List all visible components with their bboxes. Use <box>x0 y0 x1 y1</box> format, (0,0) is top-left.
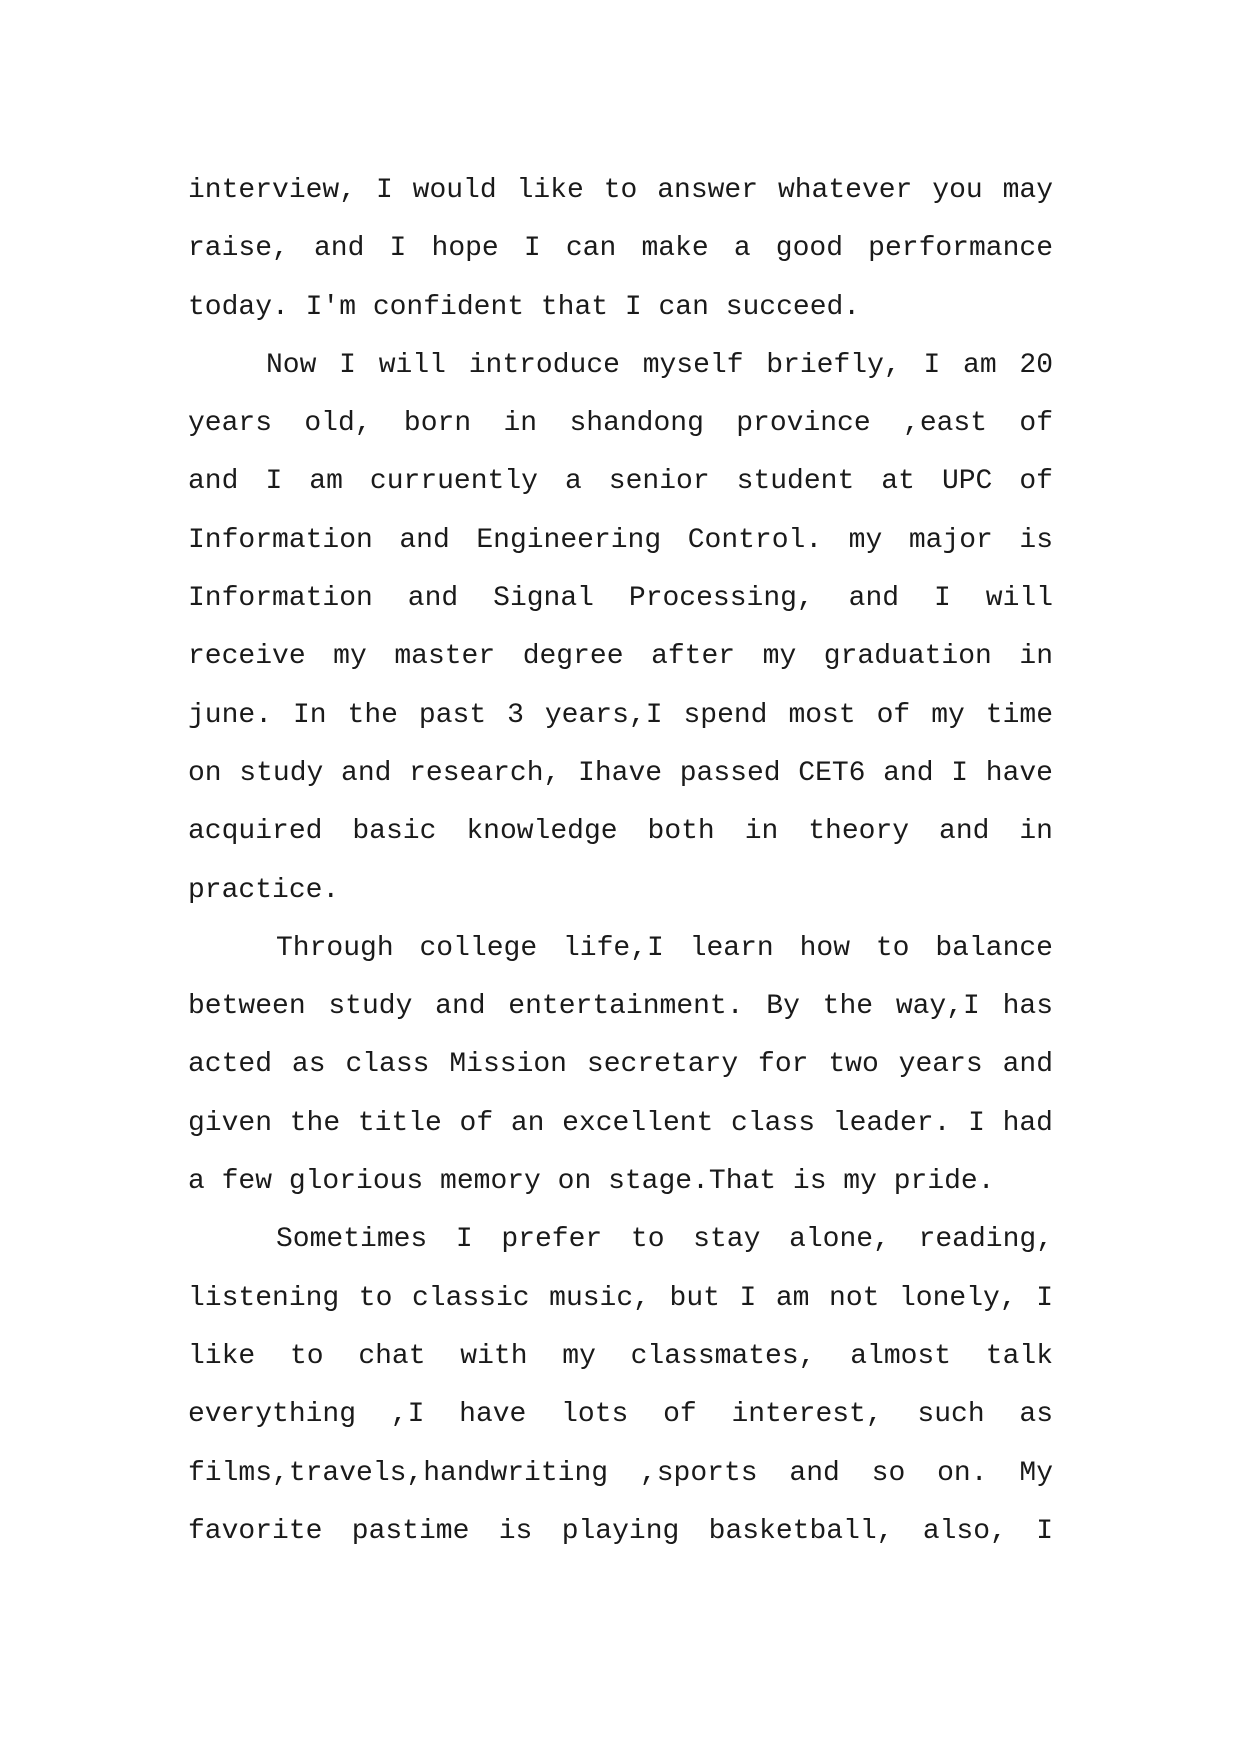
text-line: june. In the past 3 years,I spend most of my time <box>188 699 1053 731</box>
paragraph-3 <box>188 920 1053 1211</box>
text-line: today. I'm confident that I can succeed. <box>188 291 861 323</box>
text-line: and I am curruently a senior student at UPC of <box>188 466 1053 498</box>
text-line: given the title of an excellent class leader. I had <box>188 1107 1053 1139</box>
text-line: Information and Signal Processing, and I will <box>188 583 1053 615</box>
paragraph-2 <box>188 337 1053 920</box>
paragraph-4 <box>188 1211 1053 1561</box>
text-line: a few glorious memory on stage.That is my pride. <box>188 1166 995 1198</box>
text-line: acquired basic knowledge both in theory and in <box>188 816 1053 848</box>
text-line: like to chat with my classmates, almost talk <box>188 1340 1053 1372</box>
text-line: between study and entertainment. By the way,I has <box>188 991 1053 1023</box>
text-line: films,travels,handwriting ,sports and so on. My <box>188 1457 1053 1489</box>
text-line: receive my master degree after my graduation in <box>188 641 1053 673</box>
text-line: practice. <box>188 874 340 906</box>
text-line: interview, I would like to answer whatever you may <box>188 175 1053 206</box>
text-line: Sometimes I prefer to stay alone, reading, <box>276 1224 1053 1256</box>
text-line: acted as class Mission secretary for two years and <box>188 1049 1053 1081</box>
text-line: on study and research, Ihave passed CET6 and I have <box>188 757 1053 789</box>
text-line: favorite pastime is playing basketball, also, I <box>188 1515 1053 1547</box>
paragraph-1 <box>188 162 1053 337</box>
text-line: Information and Engineering Control. my major is <box>188 524 1053 556</box>
text-line: Now I will introduce myself briefly, I am 20 <box>266 349 1053 381</box>
text-line: everything ,I have lots of interest, such as <box>188 1399 1053 1431</box>
text-line: listening to classic music, but I am not lonely, I <box>188 1282 1053 1314</box>
text-line: years old, born in shandong province ,east of <box>188 408 1053 440</box>
text-line: raise, and I hope I can make a good performance <box>188 233 1053 265</box>
body-text <box>188 162 1053 1561</box>
text-line: Through college life,I learn how to balance <box>276 932 1053 964</box>
